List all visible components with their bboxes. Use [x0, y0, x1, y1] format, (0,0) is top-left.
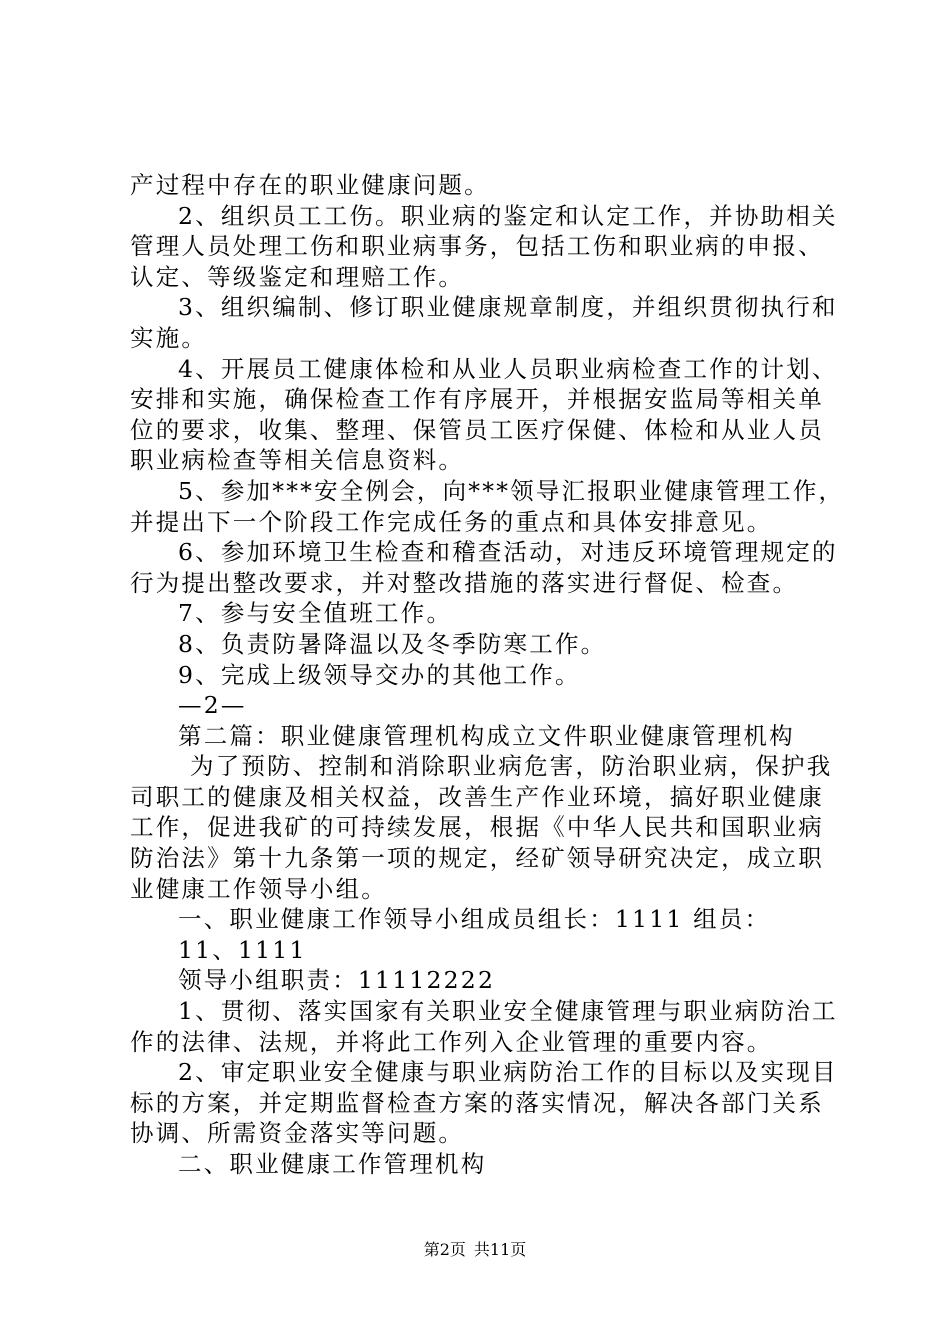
text-line: 并提出下一个阶段工作完成任务的重点和具体安排意见。 [130, 507, 773, 536]
text-line: 安排和实施，确保检查工作有序展开，并根据安监局等相关单 [130, 385, 824, 414]
page-number: 第2页 [423, 1240, 466, 1259]
text-line: 实施。 [130, 323, 208, 352]
text-line: 管理人员处理工伤和职业病事务，包括工伤和职业病的申报、 [130, 232, 824, 261]
text-line: 司职工的健康及相关权益，改善生产作业环境，搞好职业健康 [130, 782, 824, 811]
text-line: 领导小组职责：11112222 [178, 966, 496, 995]
text-line: 2、审定职业安全健康与职业病防治工作的目标以及实现目 [178, 1058, 838, 1087]
text-line: 11、1111 [178, 935, 307, 964]
text-line: 业健康工作领导小组。 [130, 874, 387, 903]
text-line: 产过程中存在的职业健康问题。 [130, 171, 490, 199]
text-line: 行为提出整改要求，并对整改措施的落实进行督促、检查。 [130, 568, 799, 597]
text-line: 工作，促进我矿的可持续发展，根据《中华人民共和国职业病 [130, 813, 824, 842]
text-line: 防治法》第十九条第一项的规定，经矿领导研究决定，成立职 [130, 844, 824, 873]
text-line: 2、组织员工工伤。职业病的鉴定和认定工作，并协助相关 [178, 201, 838, 230]
text-line: 协调、所需资金落实等问题。 [130, 1119, 465, 1148]
text-line: 5、参加***安全例会，向***领导汇报职业健康管理工作， [178, 476, 845, 505]
section-heading: 第二篇：职业健康管理机构成立文件职业健康管理机构 [178, 721, 795, 750]
text-line: 认定、等级鉴定和理赔工作。 [130, 262, 465, 291]
text-line: 二、职业健康工作管理机构 [178, 1150, 487, 1178]
text-line: 作的法律、法规，并将此工作列入企业管理的重要内容。 [130, 1027, 773, 1056]
text-line: 9、完成上级领导交办的其他工作。 [178, 660, 581, 689]
text-line: 8、负责防暑降温以及冬季防寒工作。 [178, 629, 607, 658]
text-line: 标的方案，并定期监督检查方案的落实情况，解决各部门关系 [130, 1088, 824, 1117]
text-line: 位的要求，收集、整理、保管员工医疗保健、体检和从业人员 [130, 415, 824, 444]
document-body [130, 170, 845, 1180]
page-footer [0, 1240, 950, 1260]
text-line: 6、参加环境卫生检查和稽查活动，对违反环境管理规定的 [178, 538, 838, 567]
text-line: 4、开展员工健康体检和从业人员职业病检查工作的计划、 [178, 354, 838, 383]
text-line: 职业病检查等相关信息资料。 [130, 446, 465, 475]
text-line: 1、贯彻、落实国家有关职业安全健康管理与职业病防治工 [178, 997, 838, 1026]
text-line: 一、职业健康工作领导小组成员组长：1111 组员： [178, 905, 771, 934]
text-line: 为了预防、控制和消除职业病危害，防治职业病，保护我 [190, 752, 833, 781]
text-line: 7、参与安全值班工作。 [178, 599, 453, 628]
page-total: 共11页 [473, 1240, 527, 1259]
text-line: 3、组织编制、修订职业健康规章制度，并组织贯彻执行和 [178, 293, 838, 322]
inline-page-number: —2— [178, 691, 247, 720]
